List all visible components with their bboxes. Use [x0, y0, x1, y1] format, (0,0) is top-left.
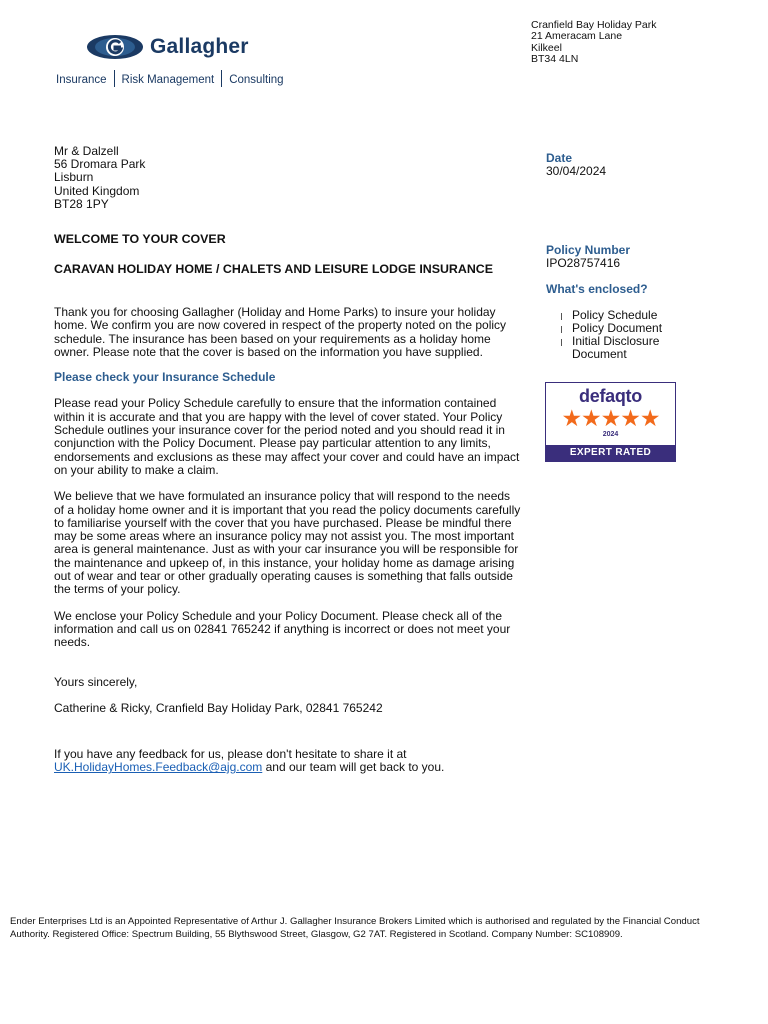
badge-year: 2024 — [602, 431, 619, 438]
badge-expert-rated-label: EXPERT RATED — [546, 445, 675, 461]
list-item-continuation — [561, 348, 681, 361]
paragraph-intro — [54, 306, 524, 359]
letter-body — [54, 306, 524, 775]
recipient-name: Mr & Dalzell — [54, 144, 119, 158]
feedback-tail-text: and our team will get back to you. — [262, 760, 445, 775]
enclosed-item-label: Document — [572, 347, 627, 361]
text-line: out of wear and tear or other gradually operating causes is something that falls outside — [54, 569, 513, 584]
enclosed-item-label: Policy Schedule — [572, 308, 658, 322]
closing-salutation: Yours sincerely, — [54, 674, 138, 689]
policy-number-value: IPO28757416 — [546, 256, 621, 271]
paragraph-enclosures — [54, 610, 524, 650]
park-address-line: Cranfield Bay Holiday Park — [531, 19, 657, 31]
park-address-line: 21 Ameracam Lane — [531, 30, 623, 43]
text-line: Schedule outlines your insurance cover for the period noted and you should read it in — [54, 423, 505, 438]
logo-tagline — [56, 70, 284, 87]
enclosed-item-label: Policy Document — [572, 321, 663, 335]
policy-number-block — [546, 244, 630, 271]
bullet-icon — [561, 326, 562, 333]
enclosed-label: What's enclosed? — [546, 282, 648, 296]
tagline-divider — [221, 70, 222, 87]
bullet-icon — [561, 339, 562, 346]
text-line: the maintenance and upkeep of, in this instance, your holiday home as damage arising — [54, 555, 515, 570]
defaqto-expert-rated-badge — [545, 382, 676, 462]
paragraph-maintenance — [54, 490, 524, 596]
text-line: within it is accurate and that you are happy with the level of cover stated. Your Policy — [54, 409, 503, 424]
recipient-address-line: United Kingdom — [54, 183, 140, 198]
park-address-line: Kilkeel — [531, 41, 562, 54]
bullet-icon — [561, 313, 562, 320]
recipient-address — [54, 145, 145, 211]
paragraph-schedule — [54, 397, 524, 477]
gallagher-logo — [54, 30, 314, 90]
policy-number-label: Policy Number — [546, 243, 631, 257]
feedback-line — [54, 761, 524, 774]
regulatory-footer — [10, 916, 762, 941]
text-line: may be some areas where an insurance policy may not assist you. The most important — [54, 529, 514, 544]
text-line: Please read your Policy Schedule carefully to ensure that the information contained — [54, 396, 497, 411]
tagline-divider — [114, 70, 115, 87]
recipient-postcode: BT28 1PY — [54, 196, 109, 211]
text-line: endorsements and exclusions as these may affect your cover and could have an impact — [54, 449, 520, 464]
footer-line: Authority. Registered Office: Spectrum Building, 55 Blythswood Street, Glasgow, G2 7AT. Registered in Scotland. Company Number: SC108909. — [10, 928, 623, 940]
defaqto-logo: defaqto — [579, 386, 642, 406]
text-line: area is general maintenance. Just as with your car insurance you will be responsible for — [54, 542, 519, 557]
text-line: We believe that we have formulated an insurance policy that will respond to the needs — [54, 489, 511, 504]
tagline-insurance: Insurance — [56, 74, 107, 86]
product-heading: CARAVAN HOLIDAY HOME / CHALETS AND LEISURE LODGE INSURANCE — [54, 262, 493, 276]
text-line: owner. Please note that the cover is based on the information you have supplied. — [54, 344, 483, 359]
five-star-rating-icon: ★★★★★ — [561, 405, 660, 431]
enclosed-item-label: Initial Disclosure — [572, 334, 660, 348]
enclosed-block — [546, 283, 648, 296]
check-schedule-subheading: Please check your Insurance Schedule — [54, 370, 276, 385]
date-label: Date — [546, 151, 573, 165]
park-address-line: BT34 4LN — [531, 53, 579, 66]
text-line: needs. — [54, 635, 91, 650]
welcome-heading: WELCOME TO YOUR COVER — [54, 232, 226, 246]
date-block — [546, 152, 606, 179]
text-line: the terms of your policy. — [54, 582, 181, 597]
logo-wordmark: Gallagher — [150, 35, 249, 58]
footer-line: Ender Enterprises Ltd is an Appointed Representative of Arthur J. Gallagher Insurance Brokers Limited which is authorised and regulated by the Financial Conduct — [10, 916, 700, 927]
recipient-address-line: Lisburn — [54, 170, 94, 185]
recipient-address-line: 56 Dromara Park — [54, 157, 146, 172]
gallagher-globe-icon — [86, 32, 144, 62]
text-line: information and call us on 02841 765242 if anything is incorrect or does not meet your — [54, 621, 511, 636]
park-address — [531, 20, 656, 66]
feedback-email-link[interactable]: UK.HolidayHomes.Feedback@ajg.com — [54, 760, 263, 775]
tagline-risk-management: Risk Management — [121, 74, 215, 86]
text-line: Thank you for choosing Gallagher (Holiday and Home Parks) to insure your holiday — [54, 305, 496, 319]
text-line: to familiarise yourself with the cover that you have purchased. Please be mindful there — [54, 515, 512, 530]
text-line: We enclose your Policy Schedule and your Policy Document. Please check all of the — [54, 608, 503, 623]
tagline-consulting: Consulting — [229, 74, 284, 86]
text-line: on your ability to make a claim. — [54, 462, 219, 477]
signature-line: Catherine & Ricky, Cranfield Bay Holiday Park, 02841 765242 — [54, 700, 383, 715]
text-line: schedule. The insurance has been based on your requirements as a holiday home — [54, 331, 491, 346]
text-line: home. We confirm you are now covered in respect of the property noted on the policy — [54, 318, 507, 333]
text-line: of a holiday home owner and it is important that you read the policy documents carefully — [54, 502, 521, 517]
feedback-paragraph — [54, 748, 524, 775]
text-line: If you have any feedback for us, please don't hesitate to share it at — [54, 747, 407, 762]
text-line: conjunction with the Policy Document. Please pay particular attention to any limits, — [54, 436, 491, 451]
enclosed-list — [561, 309, 681, 361]
date-value: 30/04/2024 — [546, 164, 607, 179]
